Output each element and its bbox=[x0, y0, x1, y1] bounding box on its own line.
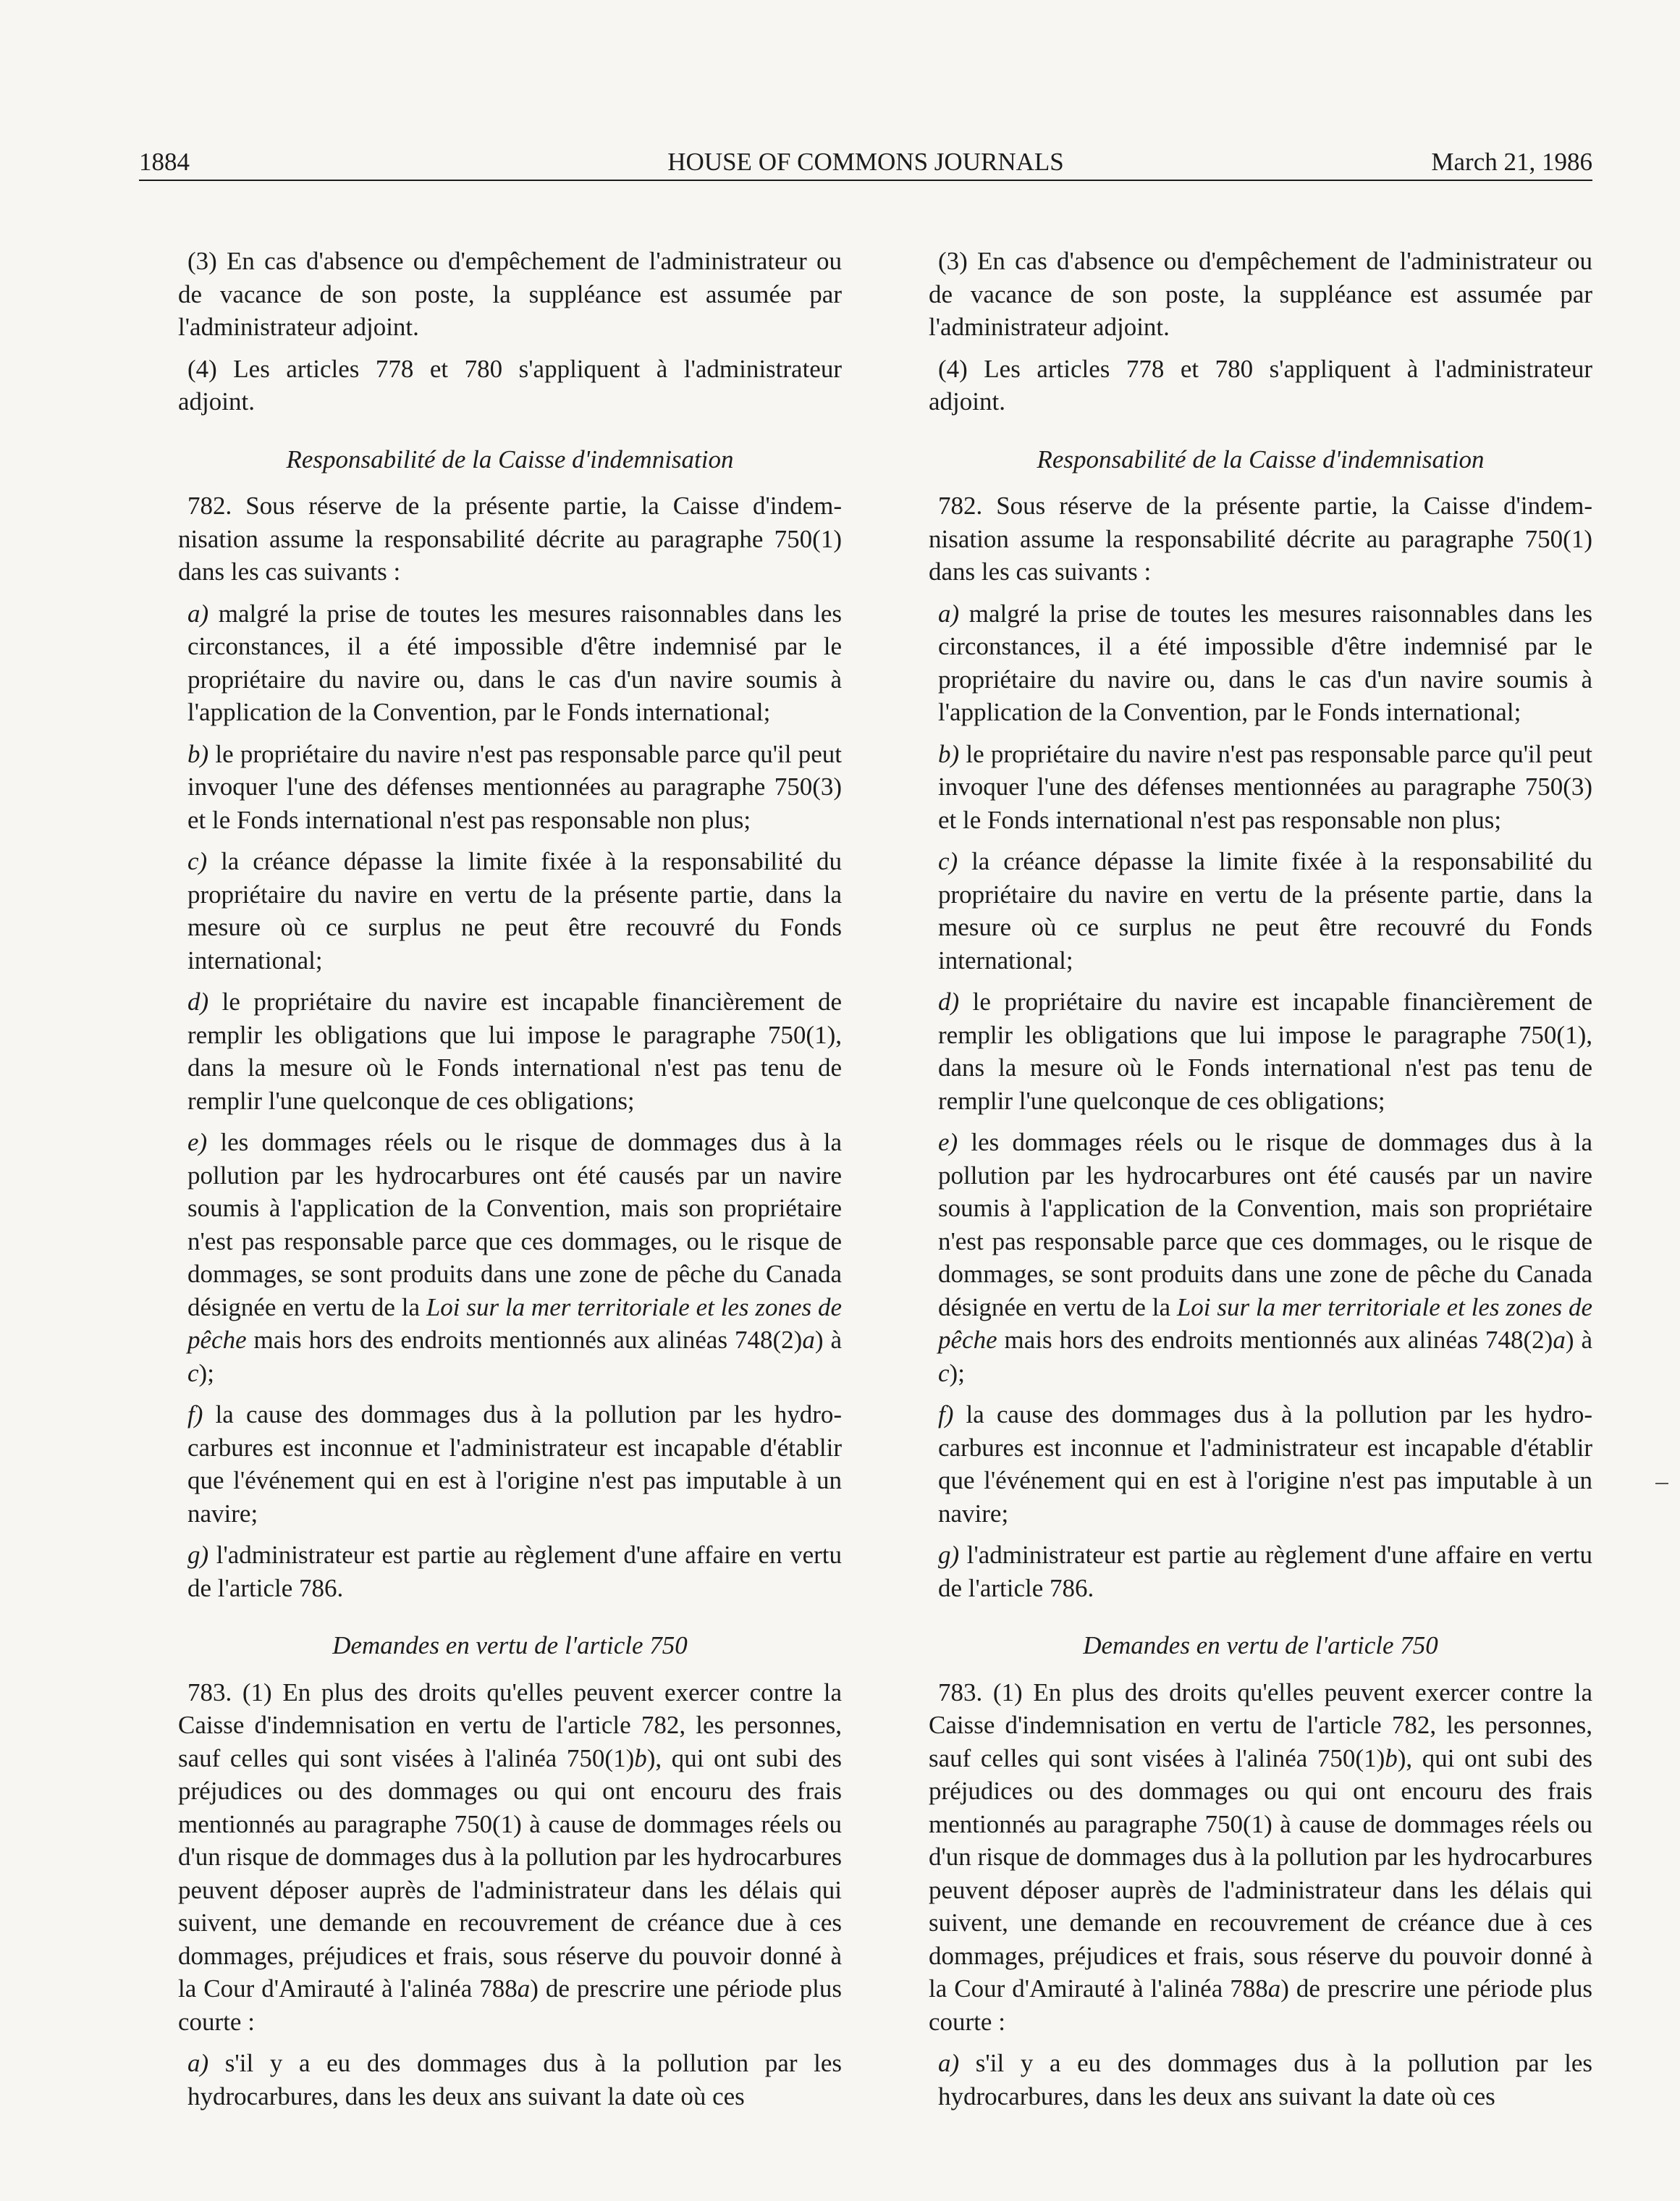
paragraph-text: le propriétaire du navire est incapable financièrement de remplir les obligations que lui impose le paragraphe 750(1), dans la mesure où le Fonds international n'est pas tenu de remplir l'une quelconque de ces obligations; bbox=[938, 988, 1592, 1115]
page-header bbox=[139, 148, 1592, 177]
paragraph-text: la créance dépasse la limite fixée à la responsabilité du propriétaire du navire en vertu de la présente partie, dans la mesure où ce surplus ne peut être recouvré du Fonds international; bbox=[187, 847, 842, 975]
paragraph-ref: c bbox=[938, 1358, 950, 1387]
paragraph-text: les dommages réels ou le risque de dommages dus à la pollution par les hydrocarbures ont été causés par un navire soumis à l'application de la Convention, mais son propriétaire n'est pas responsable parce que ces dommages, ou le risque de dommages, se sont produits dans une zone de pêche du Canada désignée en vertu de la bbox=[187, 1128, 842, 1321]
subsection-3: (3) En cas d'absence ou d'empêchement de l'administrateur ou de vacance de son poste, la suppléance est assumée par l'administrateur adjoint. bbox=[929, 247, 1592, 341]
paragraph-783-a bbox=[178, 2047, 842, 2113]
paragraph-text: la cause des dommages dus à la pollution par les hydrocarbures est inconnue et l'administrateur est incapable d'établir que l'événement qui en est à l'origine n'est pas imputable à un navire; bbox=[187, 1400, 842, 1528]
section-783 bbox=[929, 1676, 1592, 2039]
paragraph-b bbox=[929, 738, 1592, 837]
paragraph-ref: b bbox=[634, 1743, 647, 1772]
section-782: 782. Sous réserve de la présente partie, la Caisse d'indemnisation assume la responsabilité décrite au paragraphe 750(1) dans les cas suivants : bbox=[178, 492, 842, 586]
paragraph-d bbox=[929, 985, 1592, 1117]
paragraph-a bbox=[929, 597, 1592, 729]
page-date: March 21, 1986 bbox=[1431, 148, 1592, 176]
paragraph-letter: f) bbox=[187, 1400, 203, 1428]
paragraph-g bbox=[178, 1539, 842, 1604]
paragraph-text: le propriétaire du navire est incapable financièrement de remplir les obligations que lui impose le paragraphe 750(1), dans la mesure où le Fonds international n'est pas tenu de remplir l'une quelconque de ces obligations; bbox=[187, 988, 842, 1115]
paragraph-letter: c) bbox=[187, 847, 208, 875]
left-column bbox=[178, 245, 842, 2121]
paragraph-text: ); bbox=[949, 1358, 965, 1387]
header-rule bbox=[139, 180, 1592, 181]
paragraph-text: ) de prescrire une période plus courte : bbox=[178, 1974, 843, 2036]
section-heading-responsabilite: Responsabilité de la Caisse d'indemnisation bbox=[1037, 445, 1485, 474]
paragraph-f bbox=[929, 1398, 1592, 1530]
paragraph-letter: e) bbox=[938, 1128, 958, 1156]
paragraph-letter: b) bbox=[938, 739, 960, 768]
paragraph-c bbox=[178, 845, 842, 977]
subsection-3: (3) En cas d'absence ou d'empêchement de l'administrateur ou de vacance de son poste, la suppléance est assumée par l'administrateur adjoint. bbox=[178, 247, 842, 341]
law-title: Loi sur la mer territoriale et les zones de pêche bbox=[187, 1292, 842, 1354]
section-heading-demandes: Demandes en vertu de l'article 750 bbox=[332, 1631, 688, 1659]
paragraph-letter: d) bbox=[938, 988, 960, 1016]
paragraph-text: ); bbox=[198, 1358, 214, 1387]
paragraph-b bbox=[178, 738, 842, 837]
paragraph-letter: g) bbox=[187, 1541, 209, 1569]
paragraph-letter: g) bbox=[938, 1541, 960, 1569]
paragraph-text: mais hors des endroits mentionnés aux alinéas 748(2) bbox=[997, 1326, 1553, 1354]
section-782: 782. Sous réserve de la présente partie, la Caisse d'indemnisation assume la responsabilité décrite au paragraphe 750(1) dans les cas suivants : bbox=[929, 492, 1592, 586]
paragraph-letter: a) bbox=[938, 599, 960, 628]
paragraph-f bbox=[178, 1398, 842, 1530]
paragraph-text: 783. (1) En plus des droits qu'elles peuvent exercer contre la Caisse d'indemnisation en vertu de l'article 782, les personnes, sauf celles qui sont visées à l'alinéa 750(1) bbox=[929, 1678, 1592, 1772]
subsection-4: (4) Les articles 778 et 780 s'appliquent à l'administrateur adjoint. bbox=[178, 354, 842, 416]
section-heading-demandes: Demandes en vertu de l'article 750 bbox=[1083, 1631, 1438, 1659]
paragraph-783-a bbox=[929, 2047, 1592, 2113]
page-number: 1884 bbox=[139, 148, 190, 176]
paragraph-text: ) à bbox=[1565, 1326, 1592, 1354]
paragraph-text: ), qui ont subi des préjudices ou des dommages ou qui ont encouru des frais mentionnés au paragraphe 750(1) à cause de dommages réels ou d'un risque de dommages dus à la pollution par les hydrocarbures peuvent déposer auprès de l'administrateur dans les délais qui suivent, une demande en recouvrement de créance due à ces dommages, préjudices et frais, sous réserve du pouvoir donné à la Cour d'Amirauté à l'alinéa 788 bbox=[929, 1743, 1592, 2003]
paragraph-text: l'administrateur est partie au règlement d'une affaire en vertu de l'article 786. bbox=[187, 1541, 842, 1602]
section-783 bbox=[178, 1676, 842, 2039]
paragraph-letter: b) bbox=[187, 739, 209, 768]
paragraph-ref: a bbox=[1553, 1326, 1566, 1354]
paragraph-text: les dommages réels ou le risque de dommages dus à la pollution par les hydrocarbures ont été causés par un navire soumis à l'application de la Convention, mais son propriétaire n'est pas responsable parce que ces dommages, ou le risque de dommages, se sont produits dans une zone de pêche du Canada désignée en vertu de la bbox=[938, 1128, 1592, 1321]
paragraph-text: la cause des dommages dus à la pollution par les hydrocarbures est inconnue et l'administrateur est incapable d'établir que l'événement qui en est à l'origine n'est pas imputable à un navire; bbox=[938, 1400, 1592, 1528]
paragraph-text: ), qui ont subi des préjudices ou des dommages ou qui ont encouru des frais mentionnés au paragraphe 750(1) à cause de dommages réels ou d'un risque de dommages dus à la pollution par les hydrocarbures peuvent déposer auprès de l'administrateur dans les délais qui suivent, une demande en recouvrement de créance due à ces dommages, préjudices et frais, sous réserve du pouvoir donné à la Cour d'Amirauté à l'alinéa 788 bbox=[178, 1743, 842, 2003]
paragraph-letter: d) bbox=[187, 988, 209, 1016]
margin-dash bbox=[1655, 1483, 1668, 1484]
journal-title: HOUSE OF COMMONS JOURNALS bbox=[667, 148, 1064, 176]
paragraph-letter: c) bbox=[938, 847, 958, 875]
paragraph-ref: c bbox=[187, 1358, 199, 1387]
paragraph-c bbox=[929, 845, 1592, 977]
paragraph-a bbox=[178, 597, 842, 729]
section-heading-responsabilite: Responsabilité de la Caisse d'indemnisation bbox=[286, 445, 734, 474]
paragraph-e bbox=[178, 1126, 842, 1389]
paragraph-text: 783. (1) En plus des droits qu'elles peuvent exercer contre la Caisse d'indemnisation en vertu de l'article 782, les personnes, sauf celles qui sont visées à l'alinéa 750(1) bbox=[178, 1678, 842, 1772]
subsection-4: (4) Les articles 778 et 780 s'appliquent à l'administrateur adjoint. bbox=[929, 354, 1592, 416]
paragraph-ref: a bbox=[802, 1326, 815, 1354]
paragraph-letter: f) bbox=[938, 1400, 954, 1428]
paragraph-text: mais hors des endroits mentionnés aux alinéas 748(2) bbox=[246, 1326, 803, 1354]
paragraph-letter: a) bbox=[187, 2049, 209, 2077]
paragraph-text: malgré la prise de toutes les mesures raisonnables dans les circonstances, il a été impossible d'être indemnisé par le propriétaire du navire ou, dans le cas d'un navire soumis à l'application de la Convention, par le Fonds international; bbox=[938, 599, 1592, 726]
paragraph-letter: a) bbox=[187, 599, 209, 628]
right-column bbox=[929, 245, 1592, 2121]
paragraph-ref: b bbox=[1385, 1743, 1398, 1772]
paragraph-text: s'il y a eu des dommages dus à la pollution par les hydrocarbures, dans les deux ans suivant la date où ces bbox=[187, 2049, 842, 2110]
paragraph-text: s'il y a eu des dommages dus à la pollution par les hydrocarbures, dans les deux ans suivant la date où ces bbox=[938, 2049, 1592, 2110]
paragraph-text: ) à bbox=[814, 1326, 842, 1354]
paragraph-letter: a) bbox=[938, 2049, 960, 2077]
paragraph-text: la créance dépasse la limite fixée à la responsabilité du propriétaire du navire en vertu de la présente partie, dans la mesure où ce surplus ne peut être recouvré du Fonds international; bbox=[938, 847, 1592, 975]
paragraph-text: l'administrateur est partie au règlement d'une affaire en vertu de l'article 786. bbox=[938, 1541, 1592, 1602]
paragraph-ref: a bbox=[517, 1974, 531, 2003]
paragraph-ref: a bbox=[1267, 1974, 1281, 2003]
paragraph-text: le propriétaire du navire n'est pas responsable parce qu'il peut invoquer l'une des défenses mentionnées au paragraphe 750(3) et le Fonds international n'est pas responsable non plus; bbox=[187, 739, 842, 834]
paragraph-g bbox=[929, 1539, 1592, 1604]
paragraph-e bbox=[929, 1126, 1592, 1389]
paragraph-text: ) de prescrire une période plus courte : bbox=[929, 1974, 1593, 2036]
paragraph-letter: e) bbox=[187, 1128, 208, 1156]
paragraph-text: malgré la prise de toutes les mesures raisonnables dans les circonstances, il a été impossible d'être indemnisé par le propriétaire du navire ou, dans le cas d'un navire soumis à l'application de la Convention, par le Fonds international; bbox=[187, 599, 842, 726]
paragraph-text: le propriétaire du navire n'est pas responsable parce qu'il peut invoquer l'une des défenses mentionnées au paragraphe 750(3) et le Fonds international n'est pas responsable non plus; bbox=[938, 739, 1592, 834]
law-title: Loi sur la mer territoriale et les zones de pêche bbox=[938, 1292, 1592, 1354]
paragraph-d bbox=[178, 985, 842, 1117]
